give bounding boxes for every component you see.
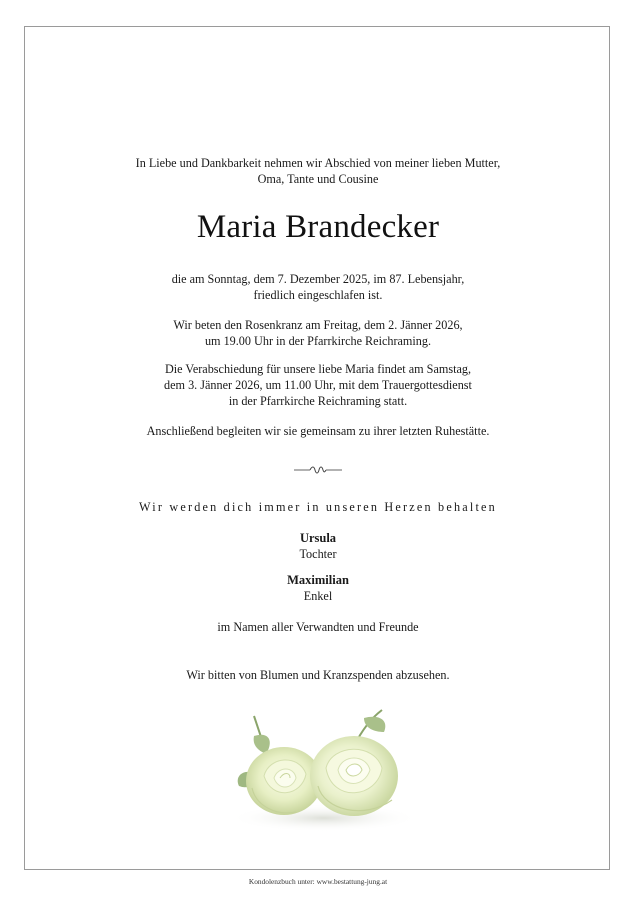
mourner-name: Ursula xyxy=(299,531,337,545)
intro-line-1: In Liebe und Dankbarkeit nehmen wir Abschied von meiner lieben Mutter, xyxy=(135,156,501,170)
rosary-line-1: Wir beten den Rosenkranz am Freitag, dem 2. Jänner 2026, xyxy=(173,318,463,332)
farewell-line-1: Die Verabschiedung für unsere liebe Maria findet am Samstag, xyxy=(164,362,472,376)
family-line: im Namen aller Verwandten und Freunde xyxy=(217,620,419,634)
rosary-paragraph xyxy=(0,317,636,349)
deceased-name: Maria Brandecker xyxy=(196,209,440,245)
burial-paragraph: Anschließend begleiten wir sie gemeinsam zu ihrer letzten Ruhestätte. xyxy=(146,424,490,438)
flowers-note: Wir bitten von Blumen und Kranzspenden abzusehen. xyxy=(186,668,450,682)
death-notice-paragraph xyxy=(0,271,636,303)
rosary-line-2: um 19.00 Uhr in der Pfarrkirche Reichraming. xyxy=(204,334,432,348)
mourner-name: Maximilian xyxy=(287,573,349,587)
mourner-relation: Tochter xyxy=(299,547,337,561)
white-roses-image xyxy=(214,706,424,836)
farewell-line-3: in der Pfarrkirche Reichraming statt. xyxy=(228,394,408,408)
death-notice-line-2: friedlich eingeschlafen ist. xyxy=(253,288,383,302)
mourner-relation: Enkel xyxy=(303,589,333,603)
farewell-line-2: dem 3. Jänner 2026, um 11.00 Uhr, mit dem Trauergottesdienst xyxy=(164,378,472,392)
flourish-divider-icon xyxy=(0,463,636,479)
death-notice-line-1: die am Sonntag, dem 7. Dezember 2025, im 87. Lebensjahr, xyxy=(171,272,465,286)
condolence-footer: Kondolenzbuch unter: www.bestattung-jung.at xyxy=(248,877,388,886)
intro-text xyxy=(0,155,636,187)
intro-line-2: Oma, Tante und Cousine xyxy=(257,172,379,186)
farewell-paragraph xyxy=(0,361,636,409)
motto-text: Wir werden dich immer in unseren Herzen behalten xyxy=(139,500,497,514)
